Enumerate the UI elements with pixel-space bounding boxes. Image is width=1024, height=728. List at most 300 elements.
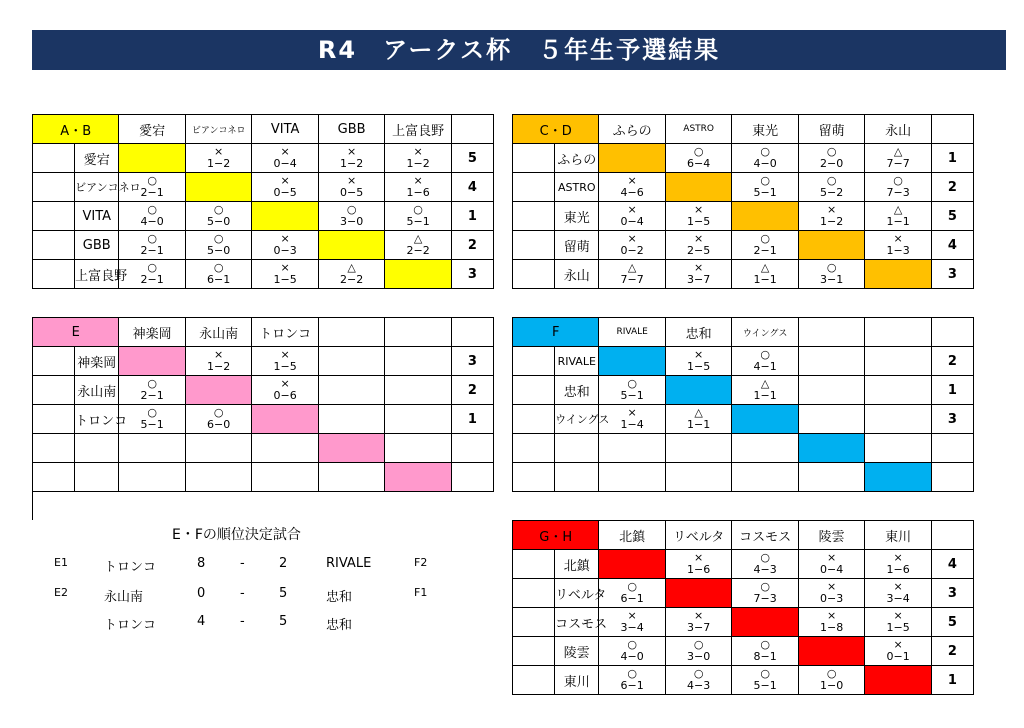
row-blank xyxy=(513,463,555,492)
result-cell xyxy=(385,144,451,173)
group-label: C・D xyxy=(513,115,599,144)
row-rank: 2 xyxy=(931,173,973,202)
row-team-name: RIVALE xyxy=(555,347,599,376)
row-rank: 5 xyxy=(931,202,973,231)
result-score: 1−1 xyxy=(886,215,910,228)
result-score: 6−1 xyxy=(620,679,644,692)
result-cell xyxy=(252,231,318,260)
result-symbol: ○ xyxy=(147,261,157,274)
row-rank: 3 xyxy=(451,260,493,289)
result-score: 0−3 xyxy=(820,592,844,605)
row-rank: 3 xyxy=(451,347,493,376)
row-blank xyxy=(513,637,555,666)
result-symbol: ○ xyxy=(826,174,837,187)
row-team-name: 忠和 xyxy=(555,376,599,405)
result-symbol: △ xyxy=(694,406,703,419)
result-cell xyxy=(865,637,931,666)
row-blank xyxy=(513,608,555,637)
result-cell xyxy=(798,144,864,173)
header-rank-blank xyxy=(931,521,973,550)
result-score: 2−1 xyxy=(753,244,777,257)
result-symbol: × xyxy=(893,580,903,593)
result-symbol: × xyxy=(627,174,637,187)
self-match-cell xyxy=(798,637,864,666)
result-cell xyxy=(185,144,251,173)
result-symbol: ○ xyxy=(760,551,770,564)
result-cell xyxy=(865,173,931,202)
result-score: 1−2 xyxy=(406,157,430,170)
result-cell xyxy=(798,173,864,202)
result-symbol: × xyxy=(280,377,290,390)
header-rank-blank xyxy=(451,318,493,347)
row-team-name: ウイングス xyxy=(555,405,599,434)
result-symbol: × xyxy=(413,145,423,158)
row-blank xyxy=(33,463,75,492)
result-cell xyxy=(798,347,864,376)
result-symbol: △ xyxy=(347,261,356,274)
table-row xyxy=(513,550,974,579)
result-cell xyxy=(599,202,665,231)
row-rank: 1 xyxy=(931,144,973,173)
row-blank xyxy=(513,202,555,231)
row-team-name: ASTRO xyxy=(555,173,599,202)
result-cell xyxy=(732,231,798,260)
result-symbol: × xyxy=(827,203,837,216)
row-team-name: 留萌 xyxy=(555,231,599,260)
result-cell xyxy=(665,231,731,260)
group-label: A・B xyxy=(33,115,119,144)
table-row xyxy=(33,202,494,231)
row-blank xyxy=(513,434,555,463)
result-score: 3−1 xyxy=(820,273,844,286)
playoff-right-code: F2 xyxy=(414,556,428,569)
result-score: 5−1 xyxy=(140,418,164,431)
row-blank xyxy=(513,376,555,405)
league-table-e xyxy=(32,317,494,492)
result-score: 4−3 xyxy=(753,563,777,576)
result-score: 1−1 xyxy=(753,389,777,402)
result-cell xyxy=(385,376,451,405)
row-team-name: 永山 xyxy=(555,260,599,289)
header-team: 陵雲 xyxy=(798,521,864,550)
header-team: ビアンコネロ xyxy=(185,115,251,144)
result-symbol: ○ xyxy=(693,638,704,651)
page-title: R4 アークス杯 ５年生予選結果 xyxy=(32,30,1006,70)
playoff-right-score: 5 xyxy=(279,614,288,629)
result-score: 5−1 xyxy=(406,215,430,228)
result-score: 2−1 xyxy=(140,244,164,257)
header-rank-blank xyxy=(931,115,973,144)
result-score: 4−3 xyxy=(687,679,711,692)
header-team xyxy=(798,318,864,347)
row-team-name: ふらの xyxy=(555,144,599,173)
result-symbol: × xyxy=(827,580,837,593)
self-match-cell xyxy=(119,144,185,173)
result-cell xyxy=(599,376,665,405)
table-row xyxy=(33,231,494,260)
result-symbol: ○ xyxy=(760,174,770,187)
result-cell xyxy=(732,463,798,492)
league-table-cd xyxy=(512,114,974,289)
playoff-left-team: 永山南 xyxy=(104,590,144,605)
result-score: 2−1 xyxy=(140,186,164,199)
playoff-match xyxy=(0,614,460,634)
result-cell xyxy=(318,144,384,173)
result-symbol: × xyxy=(893,609,903,622)
result-score: 1−5 xyxy=(687,215,711,228)
result-symbol: × xyxy=(694,551,704,564)
row-blank xyxy=(513,347,555,376)
result-symbol: ○ xyxy=(147,377,157,390)
playoff-left-score: 4 xyxy=(197,614,206,629)
result-symbol: △ xyxy=(760,261,770,274)
result-cell xyxy=(185,202,251,231)
result-symbol: ○ xyxy=(147,406,157,419)
self-match-cell xyxy=(119,347,185,376)
table-row xyxy=(33,260,494,289)
result-cell xyxy=(185,463,251,492)
result-score: 7−3 xyxy=(886,186,910,199)
result-symbol: × xyxy=(694,232,704,245)
result-cell xyxy=(119,376,185,405)
playoff-dash: - xyxy=(240,586,245,601)
result-score: 0−1 xyxy=(886,650,910,663)
result-cell xyxy=(732,376,798,405)
result-symbol: × xyxy=(694,203,704,216)
result-symbol: ○ xyxy=(693,145,704,158)
result-cell xyxy=(732,434,798,463)
result-cell xyxy=(865,579,931,608)
result-score: 5−2 xyxy=(820,186,844,199)
result-cell xyxy=(119,463,185,492)
result-symbol: × xyxy=(893,551,903,564)
row-team-name: 永山南 xyxy=(75,376,119,405)
result-score: 5−1 xyxy=(620,389,644,402)
result-symbol: × xyxy=(214,145,224,158)
header-row xyxy=(33,115,494,144)
header-row xyxy=(513,318,974,347)
row-rank xyxy=(931,434,973,463)
self-match-cell xyxy=(798,434,864,463)
result-cell xyxy=(865,608,931,637)
result-cell xyxy=(732,260,798,289)
result-cell xyxy=(119,260,185,289)
table-row xyxy=(513,666,974,695)
row-team-name: VITA xyxy=(75,202,119,231)
row-rank: 5 xyxy=(451,144,493,173)
self-match-cell xyxy=(865,463,931,492)
header-team: 上富良野 xyxy=(385,115,451,144)
result-cell xyxy=(252,434,318,463)
result-symbol: △ xyxy=(627,261,637,274)
result-cell xyxy=(599,231,665,260)
result-cell xyxy=(798,463,864,492)
result-cell xyxy=(599,579,665,608)
result-cell xyxy=(665,666,731,695)
result-cell xyxy=(732,550,798,579)
result-symbol: ○ xyxy=(760,348,770,361)
row-team-name: ビアンコネロ xyxy=(75,173,119,202)
row-team-name: 東光 xyxy=(555,202,599,231)
result-score: 6−0 xyxy=(207,418,231,431)
result-cell xyxy=(732,666,798,695)
table-row xyxy=(33,434,494,463)
result-score: 5−0 xyxy=(207,244,231,257)
row-rank: 2 xyxy=(931,637,973,666)
result-cell xyxy=(665,202,731,231)
row-blank xyxy=(513,144,555,173)
header-team: 永山南 xyxy=(185,318,251,347)
result-symbol: × xyxy=(827,551,837,564)
playoff-right-score: 5 xyxy=(279,586,288,601)
result-cell xyxy=(119,231,185,260)
result-cell xyxy=(252,376,318,405)
row-blank xyxy=(513,260,555,289)
result-symbol: × xyxy=(280,174,290,187)
result-cell xyxy=(732,347,798,376)
self-match-cell xyxy=(599,144,665,173)
self-match-cell xyxy=(385,463,451,492)
result-cell xyxy=(865,550,931,579)
result-cell xyxy=(865,231,931,260)
header-team: トロンコ xyxy=(252,318,318,347)
result-symbol: ○ xyxy=(147,203,157,216)
result-symbol: × xyxy=(893,638,903,651)
row-team-name: 東川 xyxy=(555,666,599,695)
result-symbol: × xyxy=(347,174,357,187)
row-rank: 3 xyxy=(931,579,973,608)
result-score: 0−4 xyxy=(273,157,297,170)
row-rank xyxy=(931,463,973,492)
playoff-title: E・Fの順位決定試合 xyxy=(172,527,301,543)
result-cell xyxy=(665,260,731,289)
header-team: コスモス xyxy=(732,521,798,550)
row-rank: 1 xyxy=(451,202,493,231)
result-score: 1−2 xyxy=(207,157,231,170)
result-cell xyxy=(119,405,185,434)
self-match-cell xyxy=(665,376,731,405)
table-row xyxy=(513,608,974,637)
result-cell xyxy=(865,144,931,173)
result-cell xyxy=(599,608,665,637)
header-team: 忠和 xyxy=(665,318,731,347)
self-match-cell xyxy=(185,376,251,405)
result-symbol: ○ xyxy=(760,232,770,245)
result-symbol: ○ xyxy=(346,203,357,216)
table-row xyxy=(513,173,974,202)
playoff-dash: - xyxy=(240,614,245,629)
result-score: 7−3 xyxy=(753,592,777,605)
result-score: 0−4 xyxy=(620,215,644,228)
result-symbol: △ xyxy=(413,232,423,245)
row-blank xyxy=(33,144,75,173)
result-score: 4−0 xyxy=(140,215,164,228)
result-symbol: × xyxy=(627,406,637,419)
row-blank xyxy=(33,376,75,405)
result-symbol: × xyxy=(694,261,704,274)
result-score: 0−5 xyxy=(273,186,297,199)
row-team-name: 愛宕 xyxy=(75,144,119,173)
self-match-cell xyxy=(252,405,318,434)
result-cell xyxy=(385,173,451,202)
result-score: 3−4 xyxy=(886,592,910,605)
row-blank xyxy=(513,405,555,434)
row-blank xyxy=(513,231,555,260)
result-cell xyxy=(798,550,864,579)
result-score: 3−0 xyxy=(340,215,364,228)
table-row xyxy=(513,144,974,173)
result-symbol: × xyxy=(347,145,357,158)
result-symbol: ○ xyxy=(893,174,903,187)
result-symbol: × xyxy=(280,145,290,158)
header-rank-blank xyxy=(931,318,973,347)
result-cell xyxy=(798,405,864,434)
result-cell xyxy=(732,144,798,173)
league-table-gh xyxy=(512,520,974,695)
result-symbol: × xyxy=(280,261,290,274)
table-row xyxy=(33,376,494,405)
header-team: リベルタ xyxy=(665,521,731,550)
result-score: 4−6 xyxy=(620,186,644,199)
result-score: 0−5 xyxy=(340,186,364,199)
header-team: RIVALE xyxy=(599,318,665,347)
result-symbol: ○ xyxy=(213,232,224,245)
row-rank: 2 xyxy=(931,347,973,376)
result-cell xyxy=(798,202,864,231)
row-rank: 2 xyxy=(451,231,493,260)
playoff-left-code: E2 xyxy=(54,586,68,599)
self-match-cell xyxy=(865,260,931,289)
result-score: 1−5 xyxy=(273,360,297,373)
result-symbol: ○ xyxy=(147,232,157,245)
table-row xyxy=(513,231,974,260)
playoff-dash: - xyxy=(240,556,245,571)
result-cell xyxy=(665,405,731,434)
result-symbol: ○ xyxy=(760,667,770,680)
result-score: 1−6 xyxy=(886,563,910,576)
table-row xyxy=(513,202,974,231)
result-symbol: ○ xyxy=(760,580,770,593)
result-cell xyxy=(665,347,731,376)
result-score: 1−4 xyxy=(620,418,644,431)
result-symbol: ○ xyxy=(627,580,637,593)
result-cell xyxy=(185,434,251,463)
table-row xyxy=(513,463,974,492)
playoff-left-score: 0 xyxy=(197,586,206,601)
result-score: 1−6 xyxy=(406,186,430,199)
row-rank: 4 xyxy=(451,173,493,202)
result-score: 6−1 xyxy=(207,273,231,286)
table-row xyxy=(513,347,974,376)
result-score: 5−1 xyxy=(753,679,777,692)
row-rank: 5 xyxy=(931,608,973,637)
result-symbol: ○ xyxy=(147,174,157,187)
row-rank: 4 xyxy=(931,550,973,579)
result-symbol: × xyxy=(694,348,704,361)
self-match-cell xyxy=(865,666,931,695)
result-cell xyxy=(865,376,931,405)
row-blank xyxy=(513,666,555,695)
playoff-right-team: 忠和 xyxy=(326,618,353,633)
result-symbol: × xyxy=(413,174,423,187)
result-score: 2−1 xyxy=(140,389,164,402)
header-row xyxy=(513,115,974,144)
result-symbol: × xyxy=(627,609,637,622)
result-score: 8−1 xyxy=(753,650,777,663)
result-cell xyxy=(798,579,864,608)
league-table-f xyxy=(512,317,974,492)
result-cell xyxy=(119,434,185,463)
result-symbol: × xyxy=(280,232,290,245)
row-rank xyxy=(451,434,493,463)
group-label: E xyxy=(33,318,119,347)
left-border-line xyxy=(32,492,33,520)
result-cell xyxy=(665,144,731,173)
table-row xyxy=(33,347,494,376)
table-row xyxy=(513,637,974,666)
header-team: 愛宕 xyxy=(119,115,185,144)
table-row xyxy=(513,579,974,608)
result-score: 1−0 xyxy=(820,679,844,692)
row-team-name: GBB xyxy=(75,231,119,260)
playoff-left-code: E1 xyxy=(54,556,68,569)
result-cell xyxy=(385,405,451,434)
result-score: 6−4 xyxy=(687,157,711,170)
row-rank xyxy=(451,463,493,492)
result-symbol: ○ xyxy=(627,667,637,680)
self-match-cell xyxy=(732,202,798,231)
row-team-name: 北鎮 xyxy=(555,550,599,579)
result-score: 2−2 xyxy=(340,273,364,286)
row-blank xyxy=(33,202,75,231)
result-cell xyxy=(252,347,318,376)
result-score: 0−3 xyxy=(273,244,297,257)
row-rank: 3 xyxy=(931,405,973,434)
result-score: 2−1 xyxy=(140,273,164,286)
result-symbol: × xyxy=(280,348,290,361)
self-match-cell xyxy=(385,260,451,289)
row-blank xyxy=(33,231,75,260)
header-team: ウイングス xyxy=(732,318,798,347)
result-score: 1−2 xyxy=(207,360,231,373)
header-team: 神楽岡 xyxy=(119,318,185,347)
header-team xyxy=(385,318,451,347)
result-cell xyxy=(318,173,384,202)
result-cell xyxy=(318,202,384,231)
playoff-match xyxy=(0,556,460,576)
row-blank xyxy=(33,260,75,289)
result-cell xyxy=(385,231,451,260)
result-cell xyxy=(599,637,665,666)
result-score: 1−5 xyxy=(273,273,297,286)
row-team-name: コスモス xyxy=(555,608,599,637)
header-team: ふらの xyxy=(599,115,665,144)
header-team: VITA xyxy=(252,115,318,144)
result-cell xyxy=(119,202,185,231)
header-team: 留萌 xyxy=(798,115,864,144)
result-symbol: × xyxy=(827,609,837,622)
result-cell xyxy=(665,550,731,579)
result-cell xyxy=(599,260,665,289)
result-symbol: × xyxy=(694,609,704,622)
self-match-cell xyxy=(318,231,384,260)
group-label: F xyxy=(513,318,599,347)
result-score: 5−0 xyxy=(207,215,231,228)
result-symbol: △ xyxy=(893,145,903,158)
table-row xyxy=(513,376,974,405)
row-rank: 4 xyxy=(931,231,973,260)
row-blank xyxy=(33,347,75,376)
